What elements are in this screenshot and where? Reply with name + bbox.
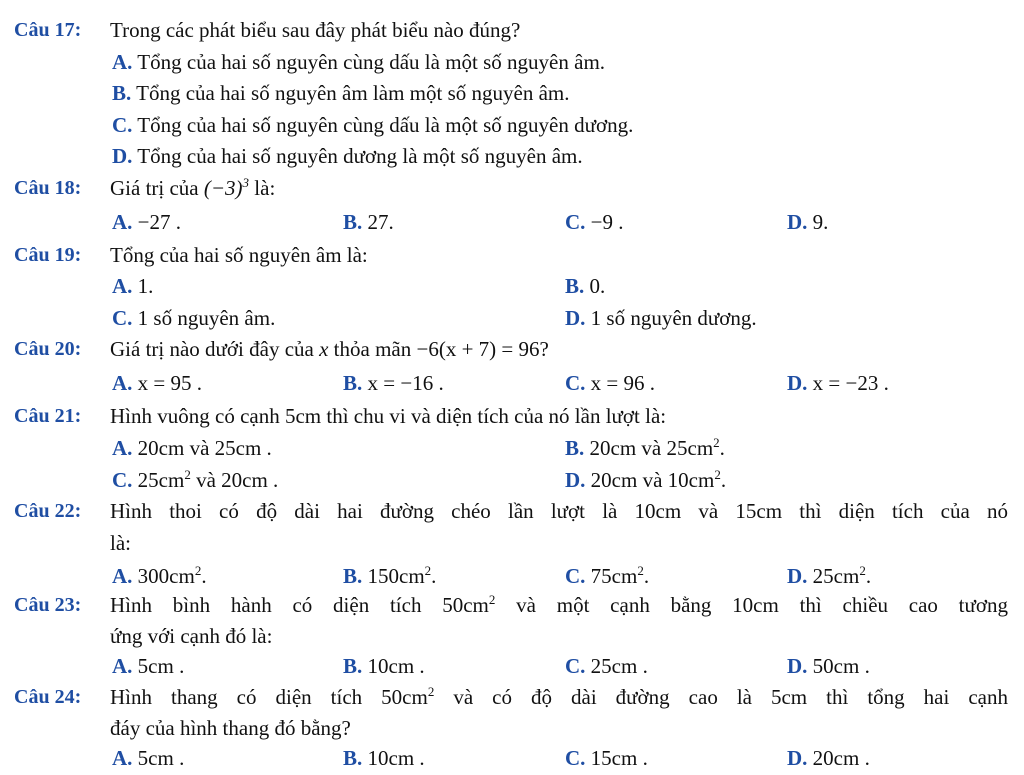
option-text: 50cm . bbox=[812, 654, 870, 678]
option-d[interactable] bbox=[112, 141, 583, 171]
option-d[interactable] bbox=[787, 207, 828, 237]
option-letter: B. bbox=[112, 81, 132, 105]
text-segment: thỏa mãn bbox=[328, 337, 417, 361]
option-letter: C. bbox=[565, 371, 586, 395]
option-a[interactable] bbox=[112, 207, 181, 237]
question-label: Câu 19: bbox=[14, 244, 82, 266]
option-text: −27 . bbox=[137, 210, 182, 234]
question-24-continued bbox=[0, 713, 1024, 743]
option-letter: B. bbox=[343, 210, 363, 234]
option-text: Tổng của hai số nguyên cùng dấu là một số nguyên âm. bbox=[137, 50, 606, 74]
exponent: 2 bbox=[637, 563, 644, 578]
option-letter: D. bbox=[787, 746, 808, 770]
question-text: Tổng của hai số nguyên âm là: bbox=[110, 243, 368, 267]
option-text: 9. bbox=[812, 210, 829, 234]
text-segment: Hình bình hành có diện tích 50cm bbox=[110, 593, 489, 617]
option-row bbox=[0, 141, 1024, 171]
option-letter: A. bbox=[112, 746, 133, 770]
option-text: x = −16 . bbox=[367, 371, 444, 395]
option-letter: A. bbox=[112, 371, 133, 395]
option-letter: D. bbox=[112, 144, 133, 168]
option-c[interactable] bbox=[565, 743, 648, 773]
question-21 bbox=[0, 401, 1024, 431]
option-tail: . bbox=[719, 436, 725, 460]
option-text: 10cm . bbox=[367, 746, 425, 770]
exponent: 2 bbox=[184, 467, 191, 482]
option-text: 15cm . bbox=[590, 746, 648, 770]
option-text: Tổng của hai số nguyên âm làm một số nguyên âm. bbox=[136, 81, 570, 105]
question-text: Hình vuông có cạnh 5cm thì chu vi và diện tích của nó lần lượt là: bbox=[110, 404, 667, 428]
question-label: Câu 23: bbox=[14, 594, 82, 616]
option-d[interactable] bbox=[787, 561, 871, 591]
exponent: 2 bbox=[424, 563, 432, 578]
option-letter: A. bbox=[112, 436, 133, 460]
option-text: x = −23 . bbox=[812, 371, 889, 395]
option-text: Tổng của hai số nguyên cùng dấu là một số nguyên dương. bbox=[137, 113, 634, 137]
option-row bbox=[0, 78, 1024, 108]
option-row bbox=[0, 47, 1024, 77]
option-text: 1 số nguyên dương. bbox=[590, 306, 757, 330]
option-text: 75cm bbox=[590, 564, 638, 588]
option-letter: D. bbox=[787, 654, 808, 678]
option-letter: B. bbox=[343, 564, 363, 588]
option-row bbox=[0, 433, 1024, 463]
option-tail: và 20cm . bbox=[190, 468, 279, 492]
option-letter: A. bbox=[112, 654, 133, 678]
exponent: 2 bbox=[714, 467, 721, 482]
option-text: 20cm và 25cm bbox=[589, 436, 714, 460]
option-b[interactable] bbox=[343, 561, 436, 591]
question-label: Câu 22: bbox=[14, 500, 82, 522]
option-tail: . bbox=[720, 468, 727, 492]
exponent: 2 bbox=[488, 592, 496, 607]
question-18 bbox=[0, 173, 1024, 203]
option-letter: B. bbox=[343, 746, 363, 770]
option-text: 1 số nguyên âm. bbox=[137, 306, 276, 330]
option-c[interactable] bbox=[112, 303, 275, 333]
question-text-continued: là: bbox=[110, 531, 131, 555]
question-text: Hình thoi có độ dài hai đường chéo lần lượt là 10cm và 15cm thì diện tích của nó bbox=[110, 499, 1008, 523]
option-a[interactable] bbox=[112, 47, 605, 77]
option-text: 5cm . bbox=[137, 654, 185, 678]
option-row bbox=[0, 207, 1024, 237]
text-segment: là: bbox=[249, 176, 276, 200]
question-text bbox=[110, 334, 1008, 364]
question-label: Câu 18: bbox=[14, 177, 82, 199]
option-b[interactable] bbox=[565, 271, 605, 301]
question-text: Trong các phát biểu sau đây phát biểu nào đúng? bbox=[110, 18, 521, 42]
option-text: 1. bbox=[137, 274, 154, 298]
option-letter: B. bbox=[565, 274, 585, 298]
option-row bbox=[0, 651, 1024, 681]
option-text: 5cm . bbox=[137, 746, 185, 770]
option-row bbox=[0, 271, 1024, 301]
option-b[interactable] bbox=[343, 368, 444, 398]
option-letter: A. bbox=[112, 274, 133, 298]
option-row bbox=[0, 303, 1024, 333]
option-letter: C. bbox=[565, 654, 586, 678]
exponent: 2 bbox=[859, 563, 866, 578]
option-letter: B. bbox=[343, 371, 363, 395]
option-d[interactable] bbox=[565, 303, 757, 333]
option-a[interactable] bbox=[112, 433, 272, 463]
option-letter: B. bbox=[565, 436, 585, 460]
text-segment: và một cạnh bằng 10cm thì chiều cao tương bbox=[495, 593, 1009, 617]
option-row bbox=[0, 465, 1024, 495]
option-text: 20cm và 10cm bbox=[590, 468, 715, 492]
option-letter: A. bbox=[112, 564, 133, 588]
expr-base: (−3) bbox=[203, 176, 243, 200]
option-row bbox=[0, 743, 1024, 773]
option-row bbox=[0, 368, 1024, 398]
option-a[interactable] bbox=[112, 743, 184, 773]
question-label: Câu 17: bbox=[14, 19, 82, 41]
option-c[interactable] bbox=[565, 651, 648, 681]
option-b[interactable] bbox=[343, 743, 425, 773]
option-text: 25cm bbox=[812, 564, 860, 588]
option-text: 20cm và 25cm . bbox=[137, 436, 272, 460]
option-text: 0. bbox=[589, 274, 606, 298]
question-23-continued bbox=[0, 621, 1024, 651]
option-b[interactable] bbox=[343, 207, 394, 237]
option-d[interactable] bbox=[787, 368, 889, 398]
option-a[interactable] bbox=[112, 368, 202, 398]
question-24 bbox=[0, 682, 1024, 712]
option-text: x = 96 . bbox=[590, 371, 656, 395]
exponent: 2 bbox=[427, 684, 435, 699]
question-22-continued bbox=[0, 528, 1024, 558]
question-text bbox=[110, 590, 1008, 620]
option-letter: C. bbox=[112, 468, 133, 492]
option-text: 25cm bbox=[137, 468, 185, 492]
math-equation: −6(x + 7) = 96 bbox=[416, 337, 540, 361]
option-text: 27. bbox=[367, 210, 394, 234]
question-22 bbox=[0, 496, 1024, 526]
option-b[interactable] bbox=[343, 651, 425, 681]
option-text: 10cm . bbox=[367, 654, 425, 678]
question-label: Câu 20: bbox=[14, 338, 82, 360]
question-text-continued: đáy của hình thang đó bằng? bbox=[110, 716, 351, 740]
option-letter: A. bbox=[112, 50, 133, 74]
math-expression bbox=[204, 176, 249, 200]
exponent: 2 bbox=[713, 435, 720, 450]
question-label: Câu 24: bbox=[14, 686, 82, 708]
option-tail: . bbox=[201, 564, 207, 588]
expr-exponent: 3 bbox=[242, 175, 250, 190]
option-letter: C. bbox=[112, 306, 133, 330]
option-text: −9 . bbox=[590, 210, 624, 234]
question-text-continued: ứng với cạnh đó là: bbox=[110, 624, 273, 648]
question-text bbox=[110, 173, 1008, 203]
text-segment: và có độ dài đường cao là 5cm thì tổng hai cạnh bbox=[434, 685, 1008, 709]
option-letter: D. bbox=[787, 564, 808, 588]
question-label: Câu 21: bbox=[14, 405, 82, 427]
option-d[interactable] bbox=[787, 743, 870, 773]
text-segment: Hình thang có diện tích 50cm bbox=[110, 685, 428, 709]
option-letter: D. bbox=[565, 306, 586, 330]
option-c[interactable] bbox=[565, 207, 624, 237]
option-a[interactable] bbox=[112, 561, 207, 591]
option-letter: D. bbox=[787, 371, 808, 395]
question-17 bbox=[0, 15, 1024, 45]
question-23 bbox=[0, 590, 1024, 620]
option-text: x = 95 . bbox=[137, 371, 203, 395]
option-tail: . bbox=[431, 564, 437, 588]
option-tail: . bbox=[865, 564, 872, 588]
option-row bbox=[0, 561, 1024, 591]
option-a[interactable] bbox=[112, 651, 184, 681]
option-letter: C. bbox=[112, 113, 133, 137]
option-letter: A. bbox=[112, 210, 133, 234]
option-tail: . bbox=[643, 564, 650, 588]
option-b[interactable] bbox=[112, 78, 569, 108]
option-d[interactable] bbox=[565, 465, 726, 495]
text-segment: ? bbox=[539, 337, 549, 361]
math-variable: x bbox=[319, 337, 329, 361]
option-c[interactable] bbox=[565, 561, 649, 591]
question-20 bbox=[0, 334, 1024, 364]
option-c[interactable] bbox=[112, 110, 633, 140]
exponent: 2 bbox=[194, 563, 202, 578]
option-d[interactable] bbox=[787, 651, 870, 681]
option-letter: C. bbox=[565, 564, 586, 588]
option-text: Tổng của hai số nguyên dương là một số nguyên âm. bbox=[137, 144, 583, 168]
option-letter: C. bbox=[565, 210, 586, 234]
option-text: 300cm bbox=[137, 564, 195, 588]
option-b[interactable] bbox=[565, 433, 725, 463]
option-letter: D. bbox=[565, 468, 586, 492]
text-segment: Giá trị của bbox=[110, 176, 204, 200]
option-text: 150cm bbox=[367, 564, 425, 588]
option-c[interactable] bbox=[112, 465, 278, 495]
option-letter: D. bbox=[787, 210, 808, 234]
option-c[interactable] bbox=[565, 368, 655, 398]
option-text: 25cm . bbox=[590, 654, 648, 678]
question-19 bbox=[0, 240, 1024, 270]
question-text bbox=[110, 682, 1008, 712]
text-segment: Giá trị nào dưới đây của bbox=[110, 337, 320, 361]
option-letter: B. bbox=[343, 654, 363, 678]
option-row bbox=[0, 110, 1024, 140]
option-a[interactable] bbox=[112, 271, 153, 301]
option-letter: C. bbox=[565, 746, 586, 770]
option-text: 20cm . bbox=[812, 746, 870, 770]
